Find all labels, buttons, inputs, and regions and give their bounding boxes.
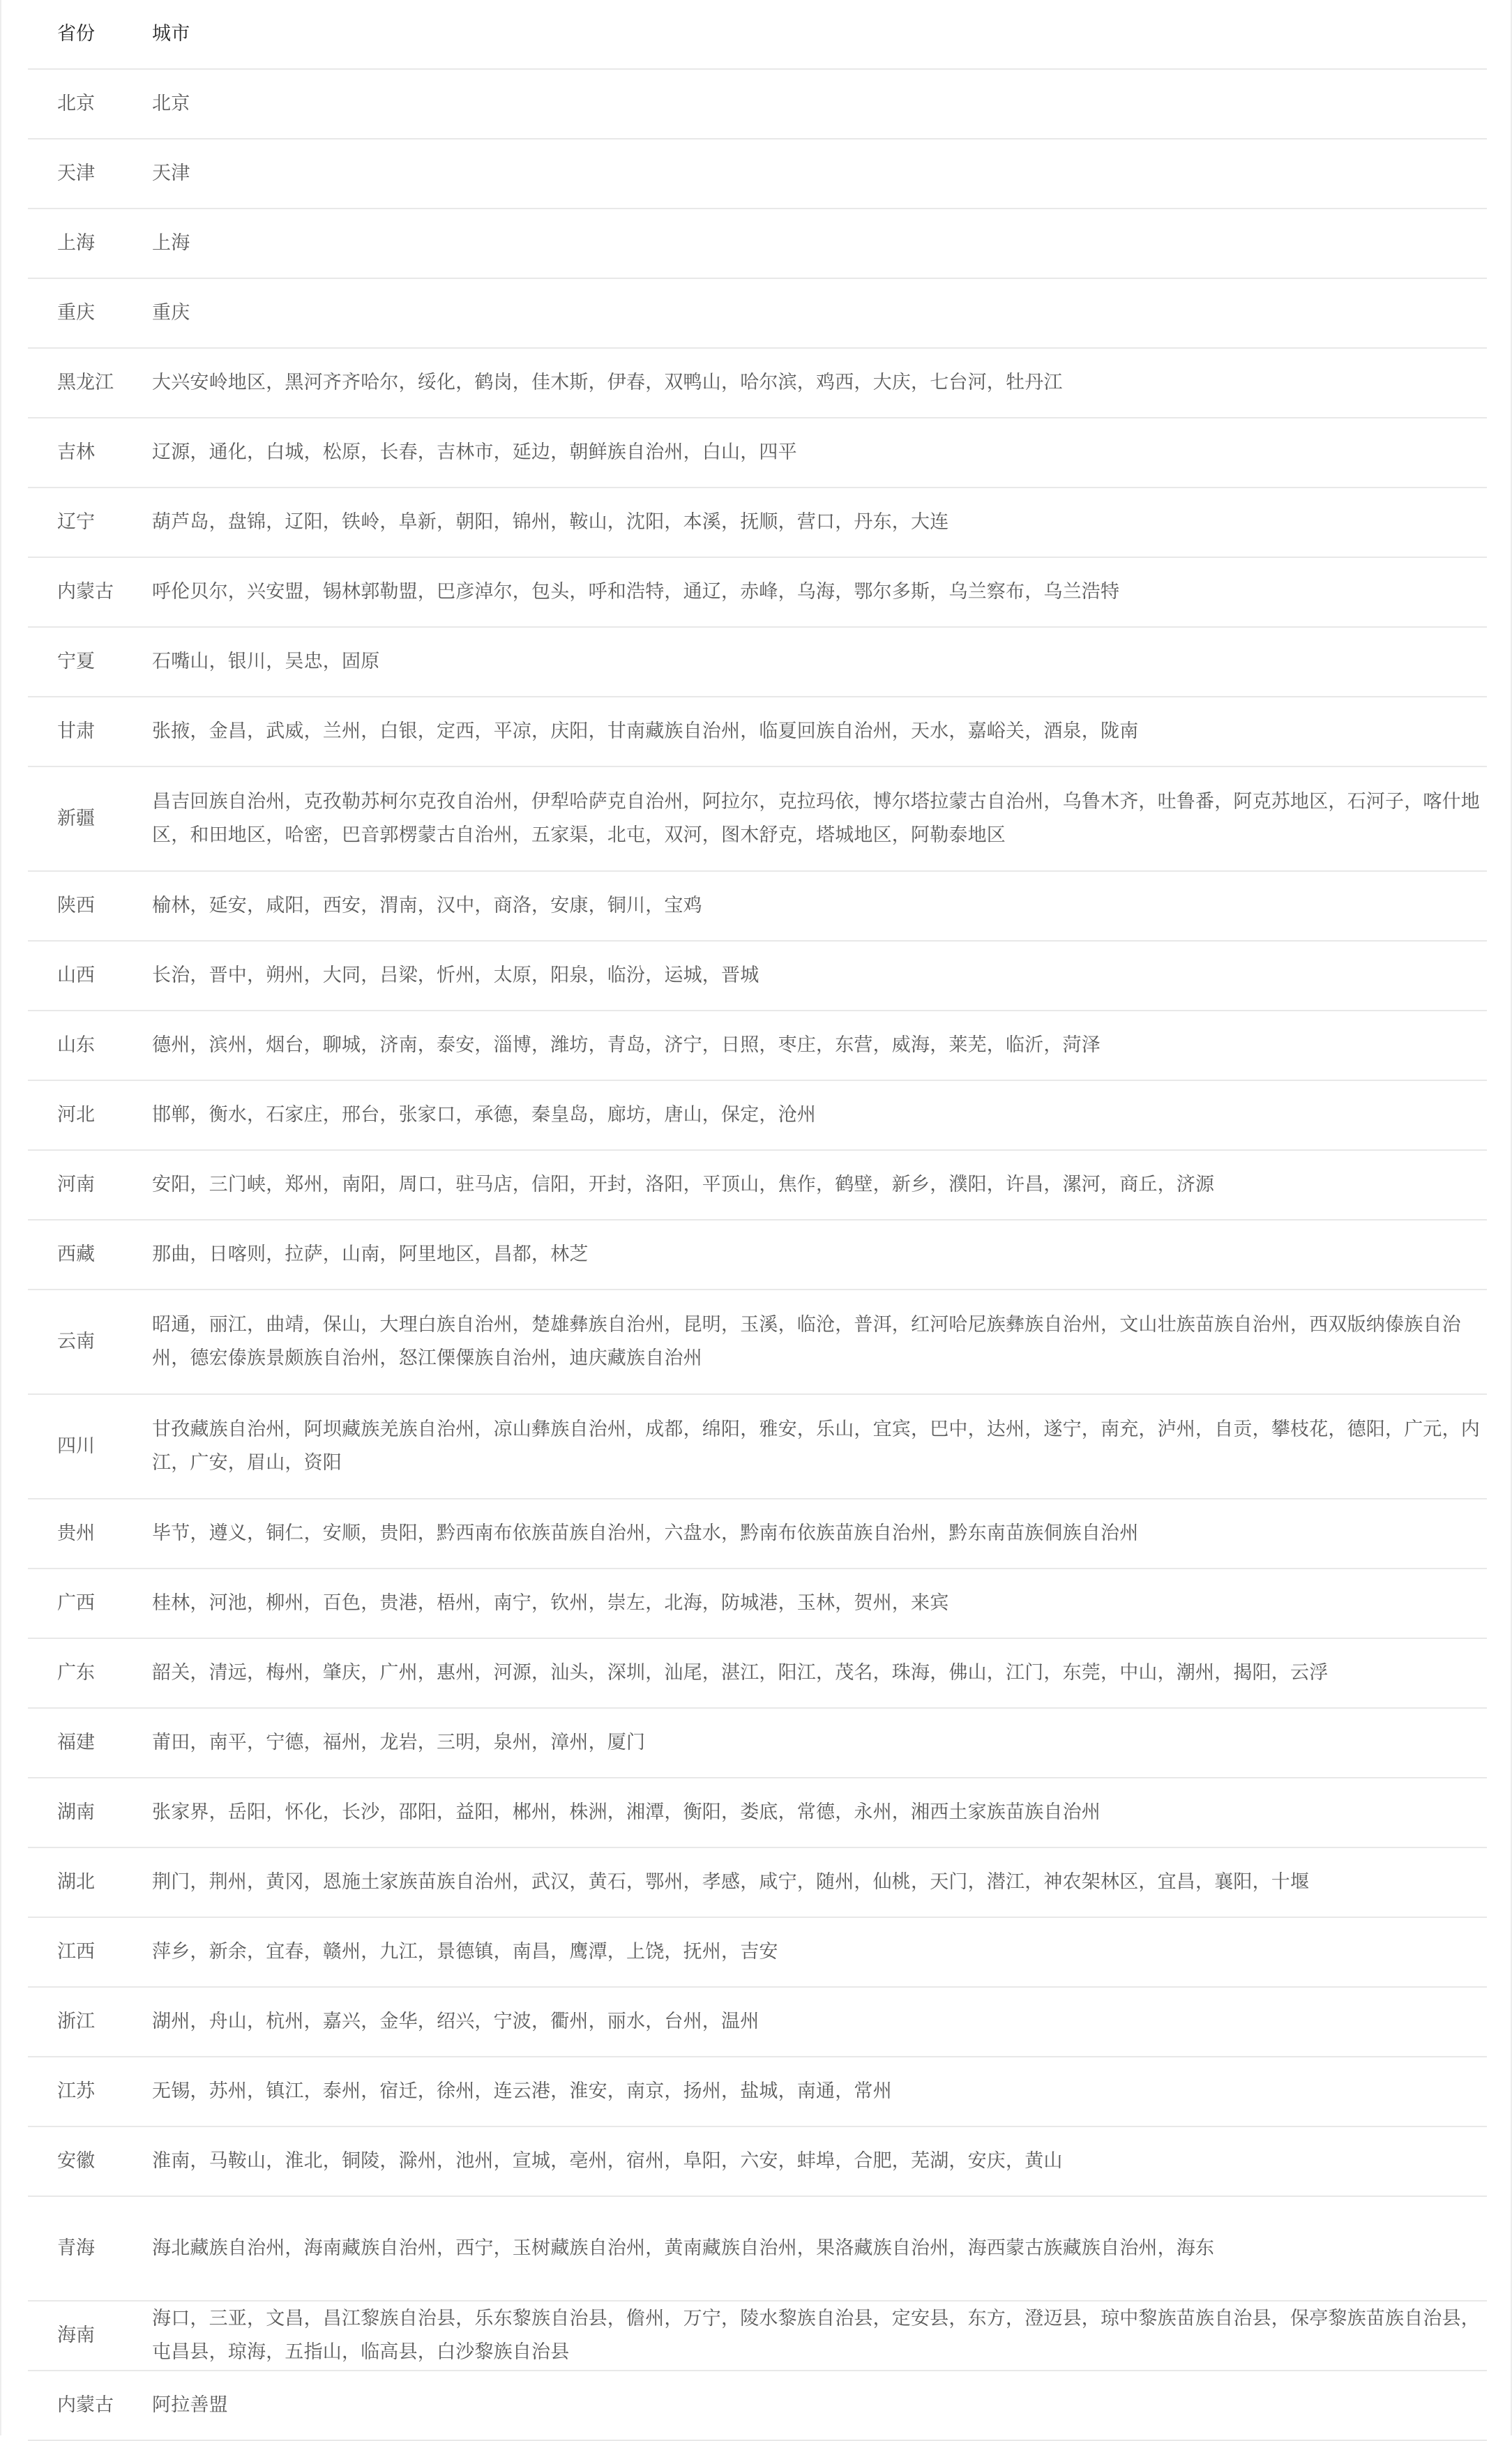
cities-cell: 重庆: [152, 302, 190, 324]
province-cell: 内蒙古: [57, 581, 114, 603]
header-province: 省份: [57, 23, 95, 45]
cities-cell: 萍乡，新余，宜春，赣州，九江，景德镇，南昌，鹰潭，上饶，抚州，吉安: [152, 1941, 778, 1963]
province-cell: 上海: [57, 232, 95, 254]
table-row: [28, 2197, 1487, 2302]
table-row: [28, 139, 1487, 209]
province-cell: 广东: [57, 1662, 95, 1684]
cities-cell: 淮南，马鞍山，淮北，铜陵，滁州，池州，宣城，亳州，宿州，阜阳，六安，蚌埠，合肥，芜湖，安庆，黄山: [152, 2150, 1063, 2172]
table-row: [28, 1499, 1487, 1569]
province-cell: 辽宁: [57, 511, 95, 533]
province-cell: 天津: [57, 163, 95, 184]
province-cell: 陕西: [57, 895, 95, 916]
table-row: [28, 942, 1487, 1011]
cities-cell: 那曲，日喀则，拉萨，山南，阿里地区，昌都，林芝: [152, 1244, 589, 1265]
cities-cell: 石嘴山，银川，吴忠，固原: [152, 651, 380, 672]
province-cell: 山西: [57, 965, 95, 986]
cities-cell: 大兴安岭地区，黑河齐齐哈尔，绥化，鹤岗，佳木斯，伊春，双鸭山，哈尔滨，鸡西，大庆，七台河，牡丹江: [152, 372, 1063, 393]
table-row: [28, 1395, 1487, 1499]
table-row: [28, 488, 1487, 558]
province-cell: 吉林: [57, 441, 95, 463]
table-row: [28, 628, 1487, 697]
province-cell: 安徽: [57, 2150, 95, 2172]
cities-cell: 安阳，三门峡，郑州，南阳，周口，驻马店，信阳，开封，洛阳，平顶山，焦作，鹤壁，新乡，濮阳，许昌，漯河，商丘，济源: [152, 1174, 1215, 1195]
header-city: 城市: [152, 23, 190, 45]
cities-cell: 韶关，清远，梅州，肇庆，广州，惠州，河源，汕头，深圳，汕尾，湛江，阳江，茂名，珠海，佛山，江门，东莞，中山，潮州，揭阳，云浮: [152, 1662, 1329, 1684]
cities-cell: 昌吉回族自治州，克孜勒苏柯尔克孜自治州，伊犁哈萨克自治州，阿拉尔，克拉玛依，博尔塔拉蒙古自治州，乌鲁木齐，吐鲁番，阿克苏地区，石河子，喀什地区，和田地区，哈密，巴音郭楞蒙古自治州，五家渠，北屯，双河，图木舒克，塔城地区，阿勒泰地区: [152, 791, 1480, 846]
cities-cell: 北京: [152, 93, 190, 114]
cities-cell: 呼伦贝尔，兴安盟，锡林郭勒盟，巴彦淖尔，包头，呼和浩特，通辽，赤峰，乌海，鄂尔多斯，乌兰察布，乌兰浩特: [152, 581, 1120, 603]
cities-cell: 天津: [152, 163, 190, 184]
table-row: [28, 2057, 1487, 2127]
province-city-table: [28, 0, 1487, 2441]
cities-cell: 毕节，遵义，铜仁，安顺，贵阳，黔西南布依族苗族自治州，六盘水，黔南布依族苗族自治州，黔东南苗族侗族自治州: [152, 1522, 1139, 1544]
table-row: [28, 1709, 1487, 1778]
cities-cell: 上海: [152, 232, 190, 254]
table-row: [28, 1011, 1487, 1081]
province-cell: 青海: [57, 2237, 95, 2259]
table-row: [28, 1639, 1487, 1709]
province-cell: 四川: [57, 1435, 95, 1457]
table-row: [28, 209, 1487, 279]
table-row: [28, 418, 1487, 488]
cities-cell: 张掖，金昌，武威，兰州，白银，定西，平凉，庆阳，甘南藏族自治州，临夏回族自治州，天水，嘉峪关，酒泉，陇南: [152, 720, 1139, 742]
table-row: [28, 1918, 1487, 1988]
table-row: [28, 1220, 1487, 1290]
cities-cell: 莆田，南平，宁德，福州，龙岩，三明，泉州，漳州，厦门: [152, 1732, 646, 1753]
province-cell: 甘肃: [57, 720, 95, 742]
cities-cell: 无锡，苏州，镇江，泰州，宿迁，徐州，连云港，淮安，南京，扬州，盐城，南通，常州: [152, 2080, 892, 2102]
province-cell: 福建: [57, 1732, 95, 1753]
cities-cell: 阿拉善盟: [152, 2394, 228, 2416]
table-row: [28, 2302, 1487, 2371]
cities-cell: 昭通，丽江，曲靖，保山，大理白族自治州，楚雄彝族自治州，昆明，玉溪，临沧，普洱，红河哈尼族彝族自治州，文山壮族苗族自治州，西双版纳傣族自治州，德宏傣族景颇族自治州，怒江傈僳族自治州，迪庆藏族自治州: [152, 1314, 1461, 1369]
province-cell: 北京: [57, 93, 95, 114]
province-cell: 重庆: [57, 302, 95, 324]
cities-cell: 湖州，舟山，杭州，嘉兴，金华，绍兴，宁波，衢州，丽水，台州，温州: [152, 2011, 759, 2032]
table-row: [28, 2127, 1487, 2197]
cities-cell: 海口，三亚，文昌，昌江黎族自治县，乐东黎族自治县，儋州，万宁，陵水黎族自治县，定安县，东方，澄迈县，琼中黎族苗族自治县，保亭黎族苗族自治县，屯昌县，琼海，五指山，临高县，白沙黎族自治县: [152, 2308, 1480, 2363]
province-cell: 海南: [57, 2325, 95, 2346]
province-cell: 新疆: [57, 808, 95, 829]
province-cell: 内蒙古: [57, 2394, 114, 2416]
province-cell: 浙江: [57, 2011, 95, 2032]
province-cell: 江苏: [57, 2080, 95, 2102]
province-cell: 河南: [57, 1174, 95, 1195]
cities-cell: 海北藏族自治州，海南藏族自治州，西宁，玉树藏族自治州，黄南藏族自治州，果洛藏族自治州，海西蒙古族藏族自治州，海东: [152, 2237, 1215, 2259]
table-row: [28, 1151, 1487, 1220]
table-row: [28, 2371, 1487, 2441]
province-cell: 湖北: [57, 1871, 95, 1893]
table-row: [28, 1848, 1487, 1918]
cities-cell: 张家界，岳阳，怀化，长沙，邵阳，益阳，郴州，株洲，湘潭，衡阳，娄底，常德，永州，湘西土家族苗族自治州: [152, 1801, 1101, 1823]
table-row: [28, 767, 1487, 872]
cities-cell: 甘孜藏族自治州，阿坝藏族羌族自治州，凉山彝族自治州，成都，绵阳，雅安，乐山，宜宾，巴中，达州，遂宁，南充，泸州，自贡，攀枝花，德阳，广元，内江，广安，眉山，资阳: [152, 1419, 1480, 1474]
table-row: [28, 1081, 1487, 1151]
table-row: [28, 1290, 1487, 1395]
table-row: [28, 697, 1487, 767]
province-cell: 山东: [57, 1034, 95, 1056]
table-row: [28, 349, 1487, 418]
province-cell: 贵州: [57, 1522, 95, 1544]
province-cell: 云南: [57, 1331, 95, 1352]
table-header-row: [28, 0, 1487, 70]
table-row: [28, 70, 1487, 139]
cities-cell: 长治，晋中，朔州，大同，吕梁，忻州，太原，阳泉，临汾，运城，晋城: [152, 965, 759, 986]
table-body: [28, 70, 1487, 2441]
table-row: [28, 872, 1487, 942]
province-cell: 广西: [57, 1592, 95, 1614]
table-row: [28, 1778, 1487, 1848]
province-cell: 湖南: [57, 1801, 95, 1823]
table-row: [28, 279, 1487, 349]
cities-cell: 德州，滨州，烟台，聊城，济南，泰安，淄博，潍坊，青岛，济宁，日照，枣庄，东营，威海，莱芜，临沂，菏泽: [152, 1034, 1101, 1056]
cities-cell: 桂林，河池，柳州，百色，贵港，梧州，南宁，钦州，崇左，北海，防城港，玉林，贺州，来宾: [152, 1592, 949, 1614]
table-row: [28, 558, 1487, 628]
cities-cell: 榆林，延安，咸阳，西安，渭南，汉中，商洛，安康，铜川，宝鸡: [152, 895, 702, 916]
province-cell: 黑龙江: [57, 372, 114, 393]
province-cell: 江西: [57, 1941, 95, 1963]
cities-cell: 邯郸，衡水，石家庄，邢台，张家口，承德，秦皇岛，廊坊，唐山，保定，沧州: [152, 1104, 816, 1126]
province-cell: 西藏: [57, 1244, 95, 1265]
cities-cell: 葫芦岛，盘锦，辽阳，铁岭，阜新，朝阳，锦州，鞍山，沈阳，本溪，抚顺，营口，丹东，大连: [152, 511, 949, 533]
cities-cell: 荆门，荆州，黄冈，恩施土家族苗族自治州，武汉，黄石，鄂州，孝感，咸宁，随州，仙桃，天门，潜江，神农架林区，宜昌，襄阳，十堰: [152, 1871, 1310, 1893]
cities-cell: 辽源，通化，白城，松原，长春，吉林市，延边，朝鲜族自治州，白山，四平: [152, 441, 797, 463]
province-cell: 宁夏: [57, 651, 95, 672]
table-row: [28, 1988, 1487, 2057]
table-row: [28, 1569, 1487, 1639]
province-cell: 河北: [57, 1104, 95, 1126]
